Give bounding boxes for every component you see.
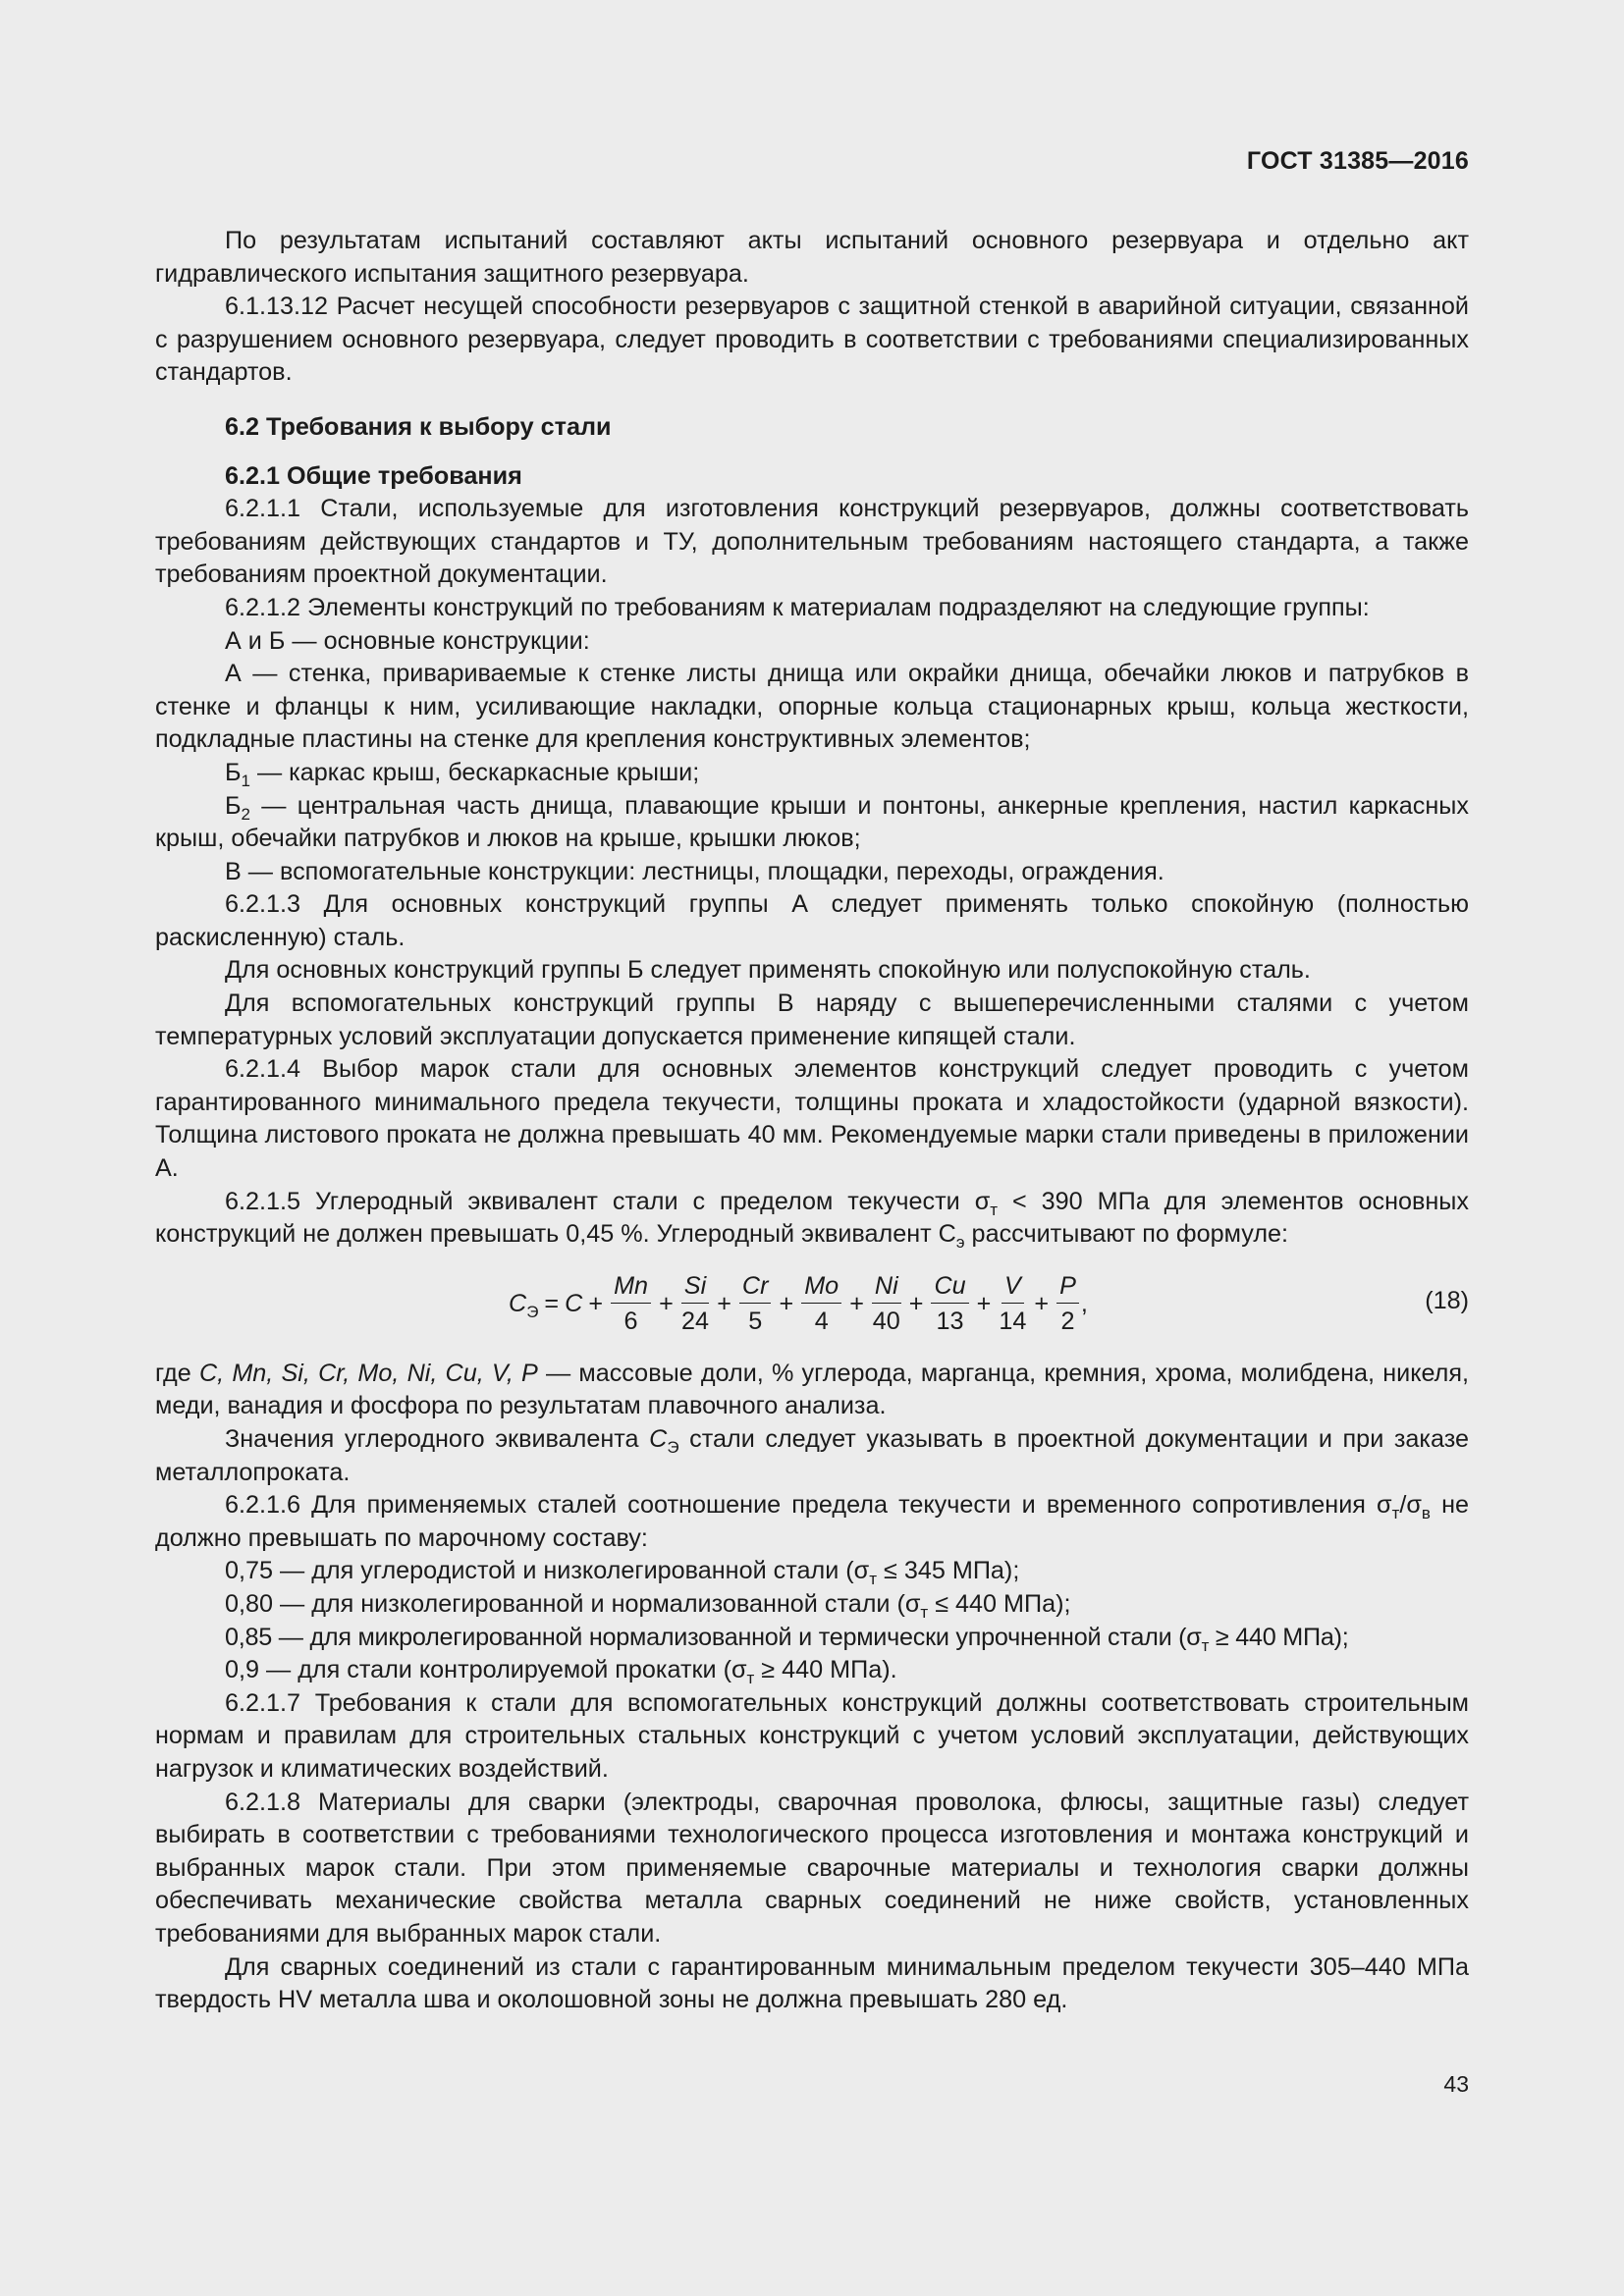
paragraph-6-2-1-1: 6.2.1.1 Стали, используемые для изготовления конструкций резервуаров, должны соответствовать требованиям действующих стандартов и ТУ, дополнительным требованиям настоящего стандарта, а также требованиям проектной документации. <box>155 495 1469 589</box>
paragraph-group-b1: $Б_1$ — каркас крыш, бескаркасные крыши; <box>225 758 700 790</box>
fraction-numerator: Mo <box>801 1271 841 1304</box>
fraction-denominator: 24 <box>680 1308 709 1336</box>
ratio-item: 0,85 — для микролегированной нормализованной и термически упрочненной стали ($\sigma_т \ge 440$ МПа); <box>225 1623 1349 1655</box>
formula-block <box>155 1263 1469 1354</box>
formula-fraction <box>611 1271 651 1337</box>
ratio-item: 0,9 — для стали контролируемой прокатки ($\sigma_т \ge 440$ МПа). <box>225 1656 897 1688</box>
fraction-numerator: Cr <box>739 1271 772 1304</box>
formula-fraction <box>999 1271 1026 1337</box>
paragraph-where: где C, Mn, Si, Cr, Mo, Ni, Cu, V, P — массовые доли, % углерода, марганца, кремния, хрома, молибдена, никеля, меди, ванадия и фосфора по результатам плавочного анализа. <box>155 1359 1469 1420</box>
paragraph-groups-a-b: А и Б — основные конструкции: <box>225 626 590 655</box>
page-number: 43 <box>1443 2071 1469 2097</box>
formula-plus: + <box>588 1290 604 1318</box>
paragraph-6-2-1-4: 6.2.1.4 Выбор марок стали для основных элементов конструкций следует проводить с учетом гарантированного минимального предела текучести, толщины проката и хладостойкости (ударной вязкости). Толщина листового проката не должна превышать 40 мм. Рекомендуемые марки стали приведены в приложении А. <box>155 1055 1469 1183</box>
fraction-numerator: V <box>1001 1271 1024 1304</box>
paragraph-group-v: В — вспомогательные конструкции: лестницы, площадки, переходы, ограждения. <box>225 857 1164 885</box>
paragraph-6-2-1-3: 6.2.1.3 Для основных конструкций группы А следует применять только спокойную (полностью раскисленную) сталь. <box>155 890 1469 951</box>
formula-plus: + <box>1034 1290 1050 1318</box>
formula-fraction <box>872 1271 901 1337</box>
paragraph-weld-hardness: Для сварных соединений из стали с гарантированным минимальным пределом текучести 305–440 МПа твердость HV металла шва и околошовной зоны не должна превышать 280 ед. <box>155 1952 1469 2014</box>
formula-plus: + <box>908 1290 924 1318</box>
paragraph-group-b2: $Б_2$ — центральная часть днища, плавающие крыши и понтоны, анкерные крепления, настил каркасных крыш, обечайки патрубков и люков на крыше, крышки люков; <box>155 791 1469 853</box>
formula-plus: + <box>976 1290 992 1318</box>
formula-equals: = <box>544 1290 560 1318</box>
fraction-denominator: 2 <box>1060 1308 1075 1336</box>
formula-terms <box>582 1271 1081 1337</box>
section-heading-6-2-1: 6.2.1 Общие требования <box>225 461 522 490</box>
fraction-denominator: 14 <box>999 1308 1027 1336</box>
paragraph-group-a: А — стенка, привариваемые к стенке листы днища или окрайки днища, обечайки люков и патрубков в стенке и фланцы к ним, усиливающие накладки, опорные кольца стационарных крыш, кольца жесткости, подкладные пластины на стенке для крепления конструктивных элементов; <box>155 660 1469 754</box>
fraction-numerator: Si <box>681 1271 709 1304</box>
formula-fraction <box>931 1271 968 1337</box>
fraction-denominator: 40 <box>872 1308 900 1336</box>
paragraph-test-acts: По результатам испытаний составляют акты испытаний основного резервуара и отдельно акт гидравлического испытания защитного резервуара. <box>155 227 1469 288</box>
ratio-item: 0,80 — для низколегированной и нормализованной стали ($\sigma_т \le 440$ МПа); <box>225 1589 1071 1622</box>
paragraph-group-b-steel: Для основных конструкций группы Б следует применять спокойную или полуспокойную сталь. <box>225 956 1311 985</box>
fraction-numerator: Ni <box>872 1271 901 1304</box>
formula-plus: + <box>659 1290 674 1318</box>
paragraph-6-2-1-5: 6.2.1.5 Углеродный эквивалент стали с пределом текучести $\sigma_т < 390$ МПа для элементов основных конструкций не должен превышать 0,45 %. Углеродный эквивалент $С_э$ рассчитывают по формуле: <box>155 1187 1470 1253</box>
paragraph-group-v-steel: Для вспомогательных конструкций группы В наряду с вышеперечисленными сталями с учетом температурных условий эксплуатации допускается применение кипящей стали. <box>155 989 1469 1050</box>
fraction-numerator: P <box>1056 1271 1079 1304</box>
formula-number: (18) <box>1425 1286 1469 1314</box>
paragraph-6-2-1-2: 6.2.1.2 Элементы конструкций по требованиям к материалам подразделяют на следующие группы: <box>225 593 1370 621</box>
carbon-equivalent-formula <box>509 1263 1088 1346</box>
paragraph-6-2-1-8: 6.2.1.8 Материалы для сварки (электроды, сварочная проволока, флюсы, защитные газы) следует выбирать в соответствии с требованиями технологического процесса изготовления и монтажа конструкций и выбранных марок стали. При этом применяемые сварочные материалы и технология сварки должны обеспечивать механические свойства металла сварных соединений не ниже свойств, установленных требованиями для выбранных марок стали. <box>155 1788 1469 1948</box>
fraction-denominator: 6 <box>623 1308 638 1336</box>
formula-fraction <box>681 1271 709 1337</box>
paragraph-6-2-1-6: 6.2.1.6 Для применяемых сталей соотношение предела текучести и временного сопротивления $\sigma_т/\sigma_в$ не должно превышать по марочному составу: <box>155 1491 1469 1552</box>
formula-fraction <box>801 1271 841 1337</box>
paragraph-6-2-1-7: 6.2.1.7 Требования к стали для вспомогательных конструкций должны соответствовать строительным нормам и правилам для строительных стальных конструкций с учетом условий эксплуатации, действующих нагрузок и климатических воздействий. <box>155 1688 1469 1783</box>
fraction-denominator: 5 <box>748 1308 763 1336</box>
paragraph-6-1-13-12: 6.1.13.12 Расчет несущей способности резервуаров с защитной стенкой в аварийной ситуации, связанной с разрушением основного резервуара, следует проводить в соответствии с требованиями специализированных стандартов. <box>155 293 1469 387</box>
section-heading-6-2: 6.2 Требования к выбору стали <box>225 412 612 441</box>
formula-plus: + <box>717 1290 731 1318</box>
formula-trailing-comma: , <box>1080 1290 1088 1318</box>
formula-fraction <box>739 1271 772 1337</box>
formula-fraction <box>1056 1271 1079 1337</box>
fraction-denominator: 13 <box>936 1308 964 1336</box>
formula-plus: + <box>849 1290 864 1318</box>
ratio-item: 0,75 — для углеродистой и низколегированной стали ($\sigma_т \le 345$ МПа); <box>225 1557 1020 1589</box>
document-header: ГОСТ 31385—2016 <box>1246 147 1469 175</box>
fraction-numerator: Cu <box>931 1271 968 1304</box>
document-body <box>155 225 1469 2017</box>
fraction-denominator: 4 <box>814 1308 829 1336</box>
formula-plus: + <box>779 1290 794 1318</box>
formula-lhs: $C_Э$ <box>509 1290 539 1322</box>
formula-c: C <box>565 1290 583 1318</box>
fraction-numerator: Mn <box>611 1271 651 1304</box>
paragraph-ce-values: Значения углеродного эквивалента $C_Э$ стали следует указывать в проектной документации и при заказе металлопроката. <box>155 1425 1469 1486</box>
